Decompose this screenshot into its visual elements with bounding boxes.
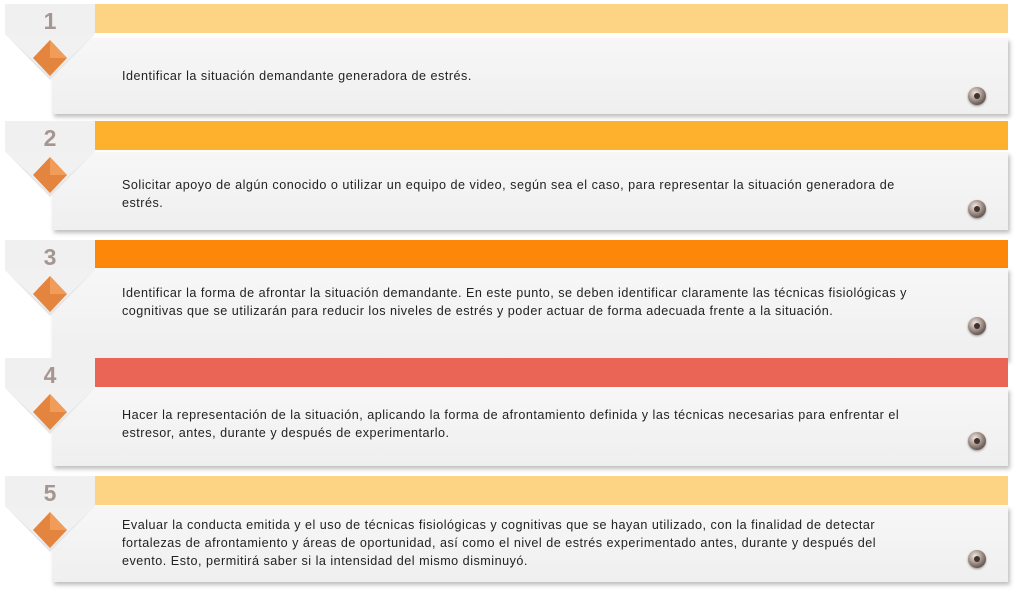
step-4-text: Hacer la representación de la situación, aplicando la forma de afrontamiento definida y las técnicas necesarias para enfrentar el estresor, antes, durante y después de experimentarlo. — [122, 408, 900, 440]
step-1-text: Identificar la situación demandante generadora de estrés. — [122, 69, 472, 83]
step-2-bar — [86, 121, 1008, 150]
step-4-box — [52, 388, 1008, 466]
step-5-text: Evaluar la conducta emitida y el uso de técnicas fisiológicas y cognitivas que se hayan utilizado, con la finalidad de detectar fortalezas de afrontamiento y áreas de oportunidad, así como el nivel de estrés experimentado antes, durante y después del evento. Esto, permitirá saber si la intensidad del mismo disminuyó. — [122, 518, 877, 568]
step-2-badge — [3, 121, 99, 201]
step-3-badge — [3, 240, 99, 320]
step-4-more-button[interactable] — [968, 432, 986, 450]
step-1-bar — [84, 4, 1008, 33]
step-2-more-button[interactable] — [968, 200, 986, 218]
step-2-number: 2 — [43, 125, 57, 151]
step-5-badge — [3, 476, 99, 556]
step-3-box — [52, 268, 1008, 360]
step-5-bar — [88, 476, 1008, 505]
step-2-box — [52, 152, 1008, 230]
step-3-text: Identificar la forma de afrontar la situación demandante. En este punto, se deben identificar claramente las técnicas fisiológicas y cognitivas que se utilizarán para reducir los niveles de estrés y poder actuar de forma adecuada frente a la situación. — [122, 286, 907, 318]
step-5-more-button[interactable] — [968, 550, 986, 568]
step-5-box — [52, 506, 1008, 582]
step-2-text: Solicitar apoyo de algún conocido o utilizar un equipo de video, según sea el caso, para representar la situación generadora de estrés. — [122, 178, 895, 210]
step-1-number: 1 — [43, 8, 57, 34]
step-1-badge — [3, 4, 99, 84]
step-3-more-button[interactable] — [968, 317, 986, 335]
step-4-number: 4 — [43, 362, 57, 388]
step-3-number: 3 — [43, 244, 57, 270]
step-1-box — [52, 38, 1008, 114]
step-4-badge — [3, 358, 99, 438]
step-1-more-button[interactable] — [968, 87, 986, 105]
step-4-bar — [88, 358, 1008, 387]
step-3-bar — [88, 240, 1008, 269]
step-5-number: 5 — [43, 480, 57, 506]
